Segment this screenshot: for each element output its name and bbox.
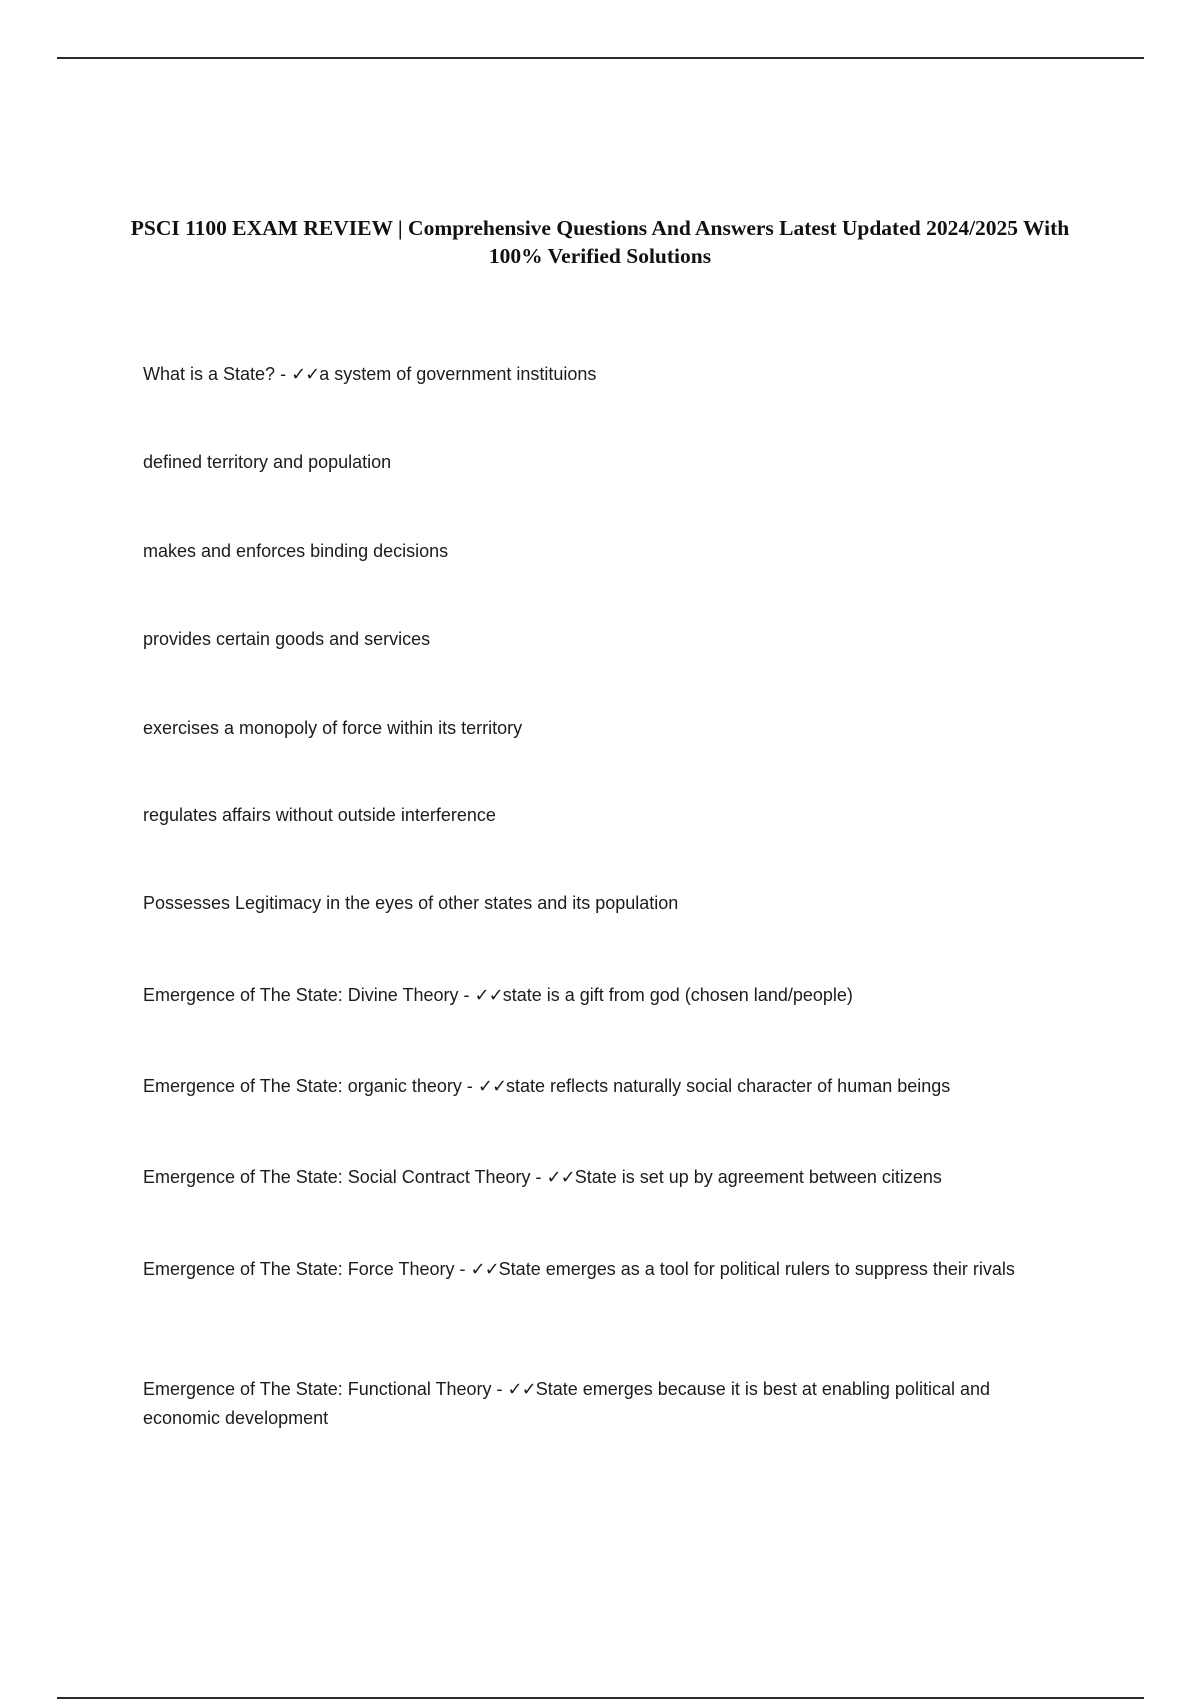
answer-text: state reflects naturally social character of human beings — [506, 1076, 951, 1096]
question-text: Emergence of The State: Force Theory — [143, 1259, 455, 1279]
check-mark-icon: ✓✓ — [546, 1167, 575, 1188]
separator: - — [275, 364, 292, 384]
question-text: Emergence of The State: Divine Theory — [143, 985, 459, 1005]
list-item-no-interference: regulates affairs without outside interference — [143, 805, 496, 825]
qa-entry-functional-theory — [143, 1375, 1063, 1433]
qa-entry-force-theory — [143, 1255, 1063, 1284]
answer-text: State is set up by agreement between citizens — [574, 1167, 942, 1187]
question-text: Emergence of The State: organic theory — [143, 1076, 462, 1096]
top-rule — [57, 57, 1144, 59]
separator: - — [458, 985, 475, 1005]
answer-text: a system of government instituions — [319, 364, 597, 384]
document-title: PSCI 1100 EXAM REVIEW | Comprehensive Questions And Answers Latest Updated 2024/2025 With 100% Verified Solutions — [130, 216, 1070, 268]
check-mark-icon: ✓✓ — [507, 1379, 536, 1400]
list-item-monopoly-force: exercises a monopoly of force within its territory — [143, 718, 523, 738]
question-text: What is a State? — [143, 364, 276, 384]
separator: - — [530, 1167, 547, 1187]
qa-entry-divine-theory — [143, 981, 1063, 1010]
answer-text: State emerges because it is best at enabling political and economic development — [143, 1379, 990, 1428]
qa-entry-social-contract-theory — [143, 1163, 1063, 1192]
question-text: Emergence of The State: Functional Theory — [143, 1379, 492, 1399]
separator: - — [491, 1379, 508, 1399]
list-item-goods-services: provides certain goods and services — [143, 629, 431, 649]
question-text: Emergence of The State: Social Contract Theory — [143, 1167, 531, 1187]
answer-text: state is a gift from god (chosen land/people) — [502, 985, 853, 1005]
check-mark-icon: ✓✓ — [474, 985, 503, 1006]
check-mark-icon: ✓✓ — [470, 1259, 499, 1280]
check-mark-icon: ✓✓ — [477, 1076, 507, 1097]
check-mark-icon: ✓✓ — [291, 364, 320, 385]
list-item-legitimacy: Possesses Legitimacy in the eyes of other states and its population — [143, 893, 679, 913]
qa-entry-organic-theory — [143, 1072, 1063, 1101]
separator: - — [454, 1259, 471, 1279]
answer-text: State emerges as a tool for political rulers to suppress their rivals — [498, 1259, 1015, 1279]
qa-entry-state-definition — [143, 360, 1063, 389]
separator: - — [461, 1076, 478, 1096]
bottom-rule — [57, 1697, 1144, 1699]
list-item-binding-decisions: makes and enforces binding decisions — [143, 541, 449, 561]
list-item-territory: defined territory and population — [143, 452, 392, 472]
